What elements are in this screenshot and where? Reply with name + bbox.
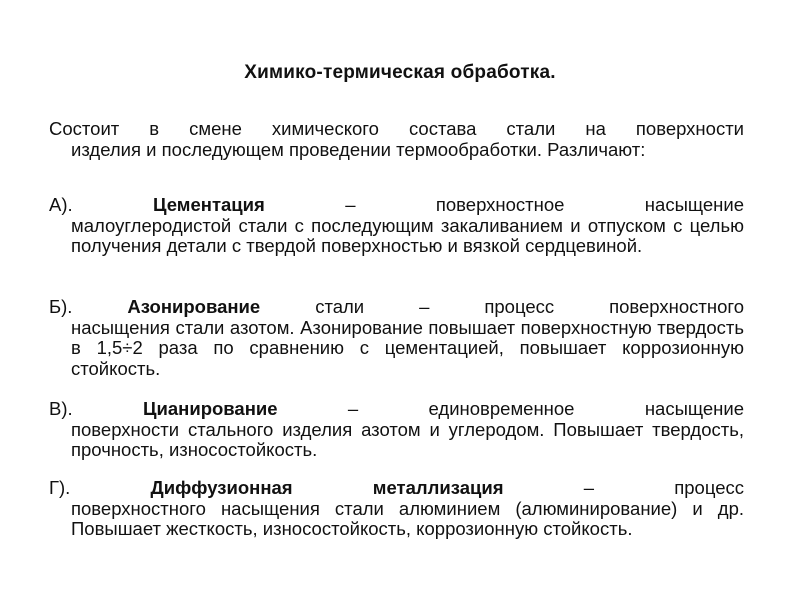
item-first-text: стали – процесс поверхностного: [315, 296, 745, 317]
item-continuation: поверхности стального изделия азотом и углеродом. Повышает твердость, прочность, износостойкость.: [71, 418, 744, 460]
intro-continuation: изделия и последующем проведении термообработки. Различают:: [71, 138, 646, 160]
item-cyaniding: [49, 399, 744, 461]
slide-title: Химико-термическая обработка.: [244, 62, 556, 83]
intro-paragraph: [49, 119, 744, 160]
item-first-line: [49, 399, 744, 420]
item-first-text: – поверхностное насыщение: [345, 194, 745, 215]
item-first-line: [49, 195, 744, 216]
item-first-text: – единовременное насыщение: [347, 398, 745, 419]
item-marker: А).: [49, 194, 73, 215]
item-continuation: поверхностного насыщения стали алюминием (алюминирование) и др. Повышает жесткость, износостойкость, коррозионную стойкость.: [71, 497, 744, 539]
intro-first-line: Состоит в смене химического состава стали на поверхности: [49, 118, 744, 139]
item-marker: Г).: [49, 477, 71, 498]
item-cementation: [49, 195, 744, 257]
item-term: Азонирование: [127, 296, 261, 317]
item-marker: Б).: [49, 296, 73, 317]
item-nitriding: [49, 297, 744, 379]
item-continuation: малоуглеродистой стали с последующим закаливанием и отпуском с целью получения детали с твердой поверхностью и вязкой сердцевиной.: [71, 214, 744, 256]
item-term: Цементация: [153, 194, 265, 215]
item-first-text: – процесс: [583, 477, 745, 498]
item-term: Цианирование: [142, 398, 278, 419]
item-first-line: [49, 478, 744, 499]
item-diffusion-metallization: [49, 478, 744, 540]
item-continuation: насыщения стали азотом. Азонирование повышает поверхностную твердость в 1,5÷2 раза по сравнению с цементацией, повышает коррозионную стойкость.: [71, 316, 744, 379]
item-marker: В).: [49, 398, 73, 419]
item-first-line: [49, 297, 744, 318]
item-term: Диффузионная металлизация: [150, 477, 504, 498]
